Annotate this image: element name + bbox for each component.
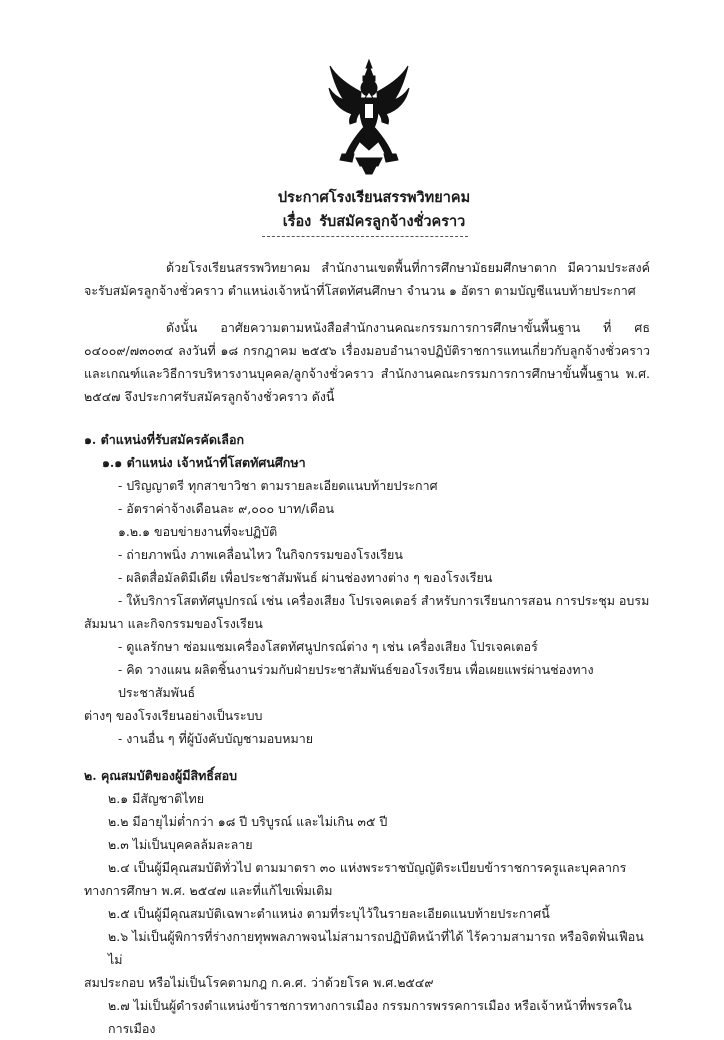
qualification-item-continued: ทางการศึกษา พ.ศ. ๒๕๔๗ และที่แก้ไขเพิ่มเติม	[84, 883, 333, 898]
list-item: - งานอื่น ๆ ที่ผู้บังคับบัญชามอบหมาย	[118, 731, 314, 746]
list-item: ๑.๒.๑ ขอบข่ายงานที่จะปฏิบัติ	[118, 524, 278, 539]
qualification-item-continued: สมประกอบ หรือไม่เป็นโรคตามกฎ ก.ค.ศ. ว่าด้วยโรค พ.ศ.๒๕๔๙	[84, 975, 434, 990]
subject-text: รับสมัครลูกจ้างชั่วคราว	[319, 213, 466, 230]
list-item: - ผลิตสื่อมัลติมีเดีย เพื่อประชาสัมพันธ์ ผ่านช่องทางต่าง ๆ ของโรงเรียน	[118, 570, 493, 585]
qualification-item: ๒.๒ มีอายุไม่ต่ำกว่า ๑๘ ปี บริบูรณ์ และไม่เกิน ๓๕ ปี	[108, 814, 388, 829]
subject-line	[0, 210, 724, 234]
section-1-heading: ๑. ตำแหน่งที่รับสมัครคัดเลือก	[84, 432, 245, 447]
intro-paragraph-1: ด้วยโรงเรียนสรรพวิทยาคม สำนักงานเขตพื้นที่การศึกษามัธยมศึกษาตาก มีความประสงค์จะรับสมัครลูกจ้างชั่วคราว ตำแหน่งเจ้าหน้าที่โสตทัศนศึกษา จำนวน ๑ อัตรา ตามบัญชีแนบท้ายประกาศ	[84, 260, 650, 298]
intro-paragraph-2: ดังนั้น อาศัยความตามหนังสือสำนักงานคณะกรรมการการศึกษาขั้นพื้นฐาน ที่ ศธ ๐๔๐๐๙/๗๓๐๓๔ ลงวันที่ ๑๘ กรกฎาคม ๒๕๕๖ เรื่องมอบอำนาจปฏิบัติราชการแทนเกี่ยวกับลูกจ้างชั่วคราว และเกณฑ์และวิธีการบริหารงานบุคคล/ลูกจ้างชั่วคราว สำนักงานคณะกรรมการการศึกษาขั้นพื้นฐาน พ.ศ. ๒๕๔๗ จึงประกาศรับสมัครลูกจ้างชั่วคราว ดังนี้	[84, 320, 650, 404]
qualification-item: ๒.๑ มีสัญชาติไทย	[108, 791, 205, 806]
org-title: ประกาศโรงเรียนสรรพวิทยาคม	[277, 189, 471, 206]
subject-label: เรื่อง	[282, 213, 312, 230]
qualification-item: ๒.๔ เป็นผู้มีคุณสมบัติทั่วไป ตามมาตรา ๓๐ แห่งพระราชบัญญัติระเบียบข้าราชการครูและบุคลากร	[108, 860, 627, 875]
list-item-continued: สัมมนา และกิจกรรมของโรงเรียน	[84, 616, 263, 631]
qualification-item: ๒.๖ ไม่เป็นผู้พิการที่ร่างกายทุพพลภาพจนไม่สามารถปฏิบัติหน้าที่ได้ ไร้ความสามารถ หรือจิตฟั่นเฟือน ไม่	[108, 929, 644, 967]
list-item: - คิด วางแผน ผลิตชิ้นงานร่วมกับฝ่ายประชาสัมพันธ์ของโรงเรียน เพื่อเผยแพร่ผ่านช่องทางประชาสัมพันธ์	[118, 662, 594, 700]
garuda-emblem-icon	[326, 58, 412, 176]
qualification-item: ๒.๗ ไม่เป็นผู้ดำรงตำแหน่งข้าราชการทางการเมือง กรรมการพรรคการเมือง หรือเจ้าหน้าที่พรรคในการเมือง	[108, 998, 632, 1036]
list-item: - ถ่ายภาพนิ่ง ภาพเคลื่อนไหว ในกิจกรรมของโรงเรียน	[118, 547, 403, 562]
title-divider	[262, 236, 468, 237]
document-body	[84, 256, 650, 1040]
list-item: - อัตราค่าจ้างเดือนละ ๙,๐๐๐ บาท/เดือน	[118, 501, 335, 516]
list-item: - ปริญญาตรี ทุกสาขาวิชา ตามรายละเอียดแนบท้ายประกาศ	[118, 478, 438, 493]
section-2-heading: ๒. คุณสมบัติของผู้มีสิทธิ์สอบ	[84, 768, 238, 783]
list-item-continued: ต่างๆ ของโรงเรียนอย่างเป็นระบบ	[84, 708, 263, 723]
section-1-subheading: ๑.๑ ตำแหน่ง เจ้าหน้าที่โสตทัศนศึกษา	[102, 455, 306, 470]
list-item: - ดูแลรักษา ซ่อมแซมเครื่องโสตทัศนูปกรณ์ต่าง ๆ เช่น เครื่องเสียง โปรเจคเตอร์	[118, 639, 538, 654]
qualification-item: ๒.๓ ไม่เป็นบุคคลล้มละลาย	[108, 837, 253, 852]
list-item: - ให้บริการโสตทัศนูปกรณ์ เช่น เครื่องเสียง โปรเจคเตอร์ สำหรับการเรียนการสอน การประชุม อบรม	[118, 593, 650, 608]
announcement-title	[0, 186, 724, 234]
qualification-item: ๒.๕ เป็นผู้มีคุณสมบัติเฉพาะตำแหน่ง ตามที่ระบุไว้ในรายละเอียดแนบท้ายประกาศนี้	[108, 906, 550, 921]
